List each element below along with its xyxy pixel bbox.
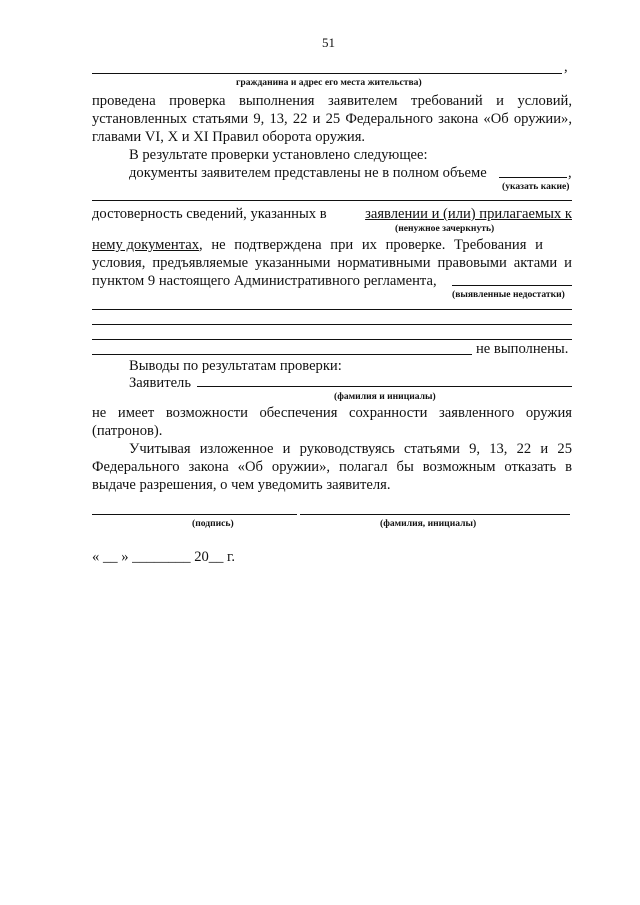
reliability-prefix: достоверность сведений, указанных в — [92, 206, 327, 222]
caption-surname-initials: (фамилия, инициалы) — [380, 518, 477, 529]
caption-strike-out: (ненужное зачеркнуть) — [395, 223, 495, 234]
defects-fill-line-2 — [92, 324, 572, 325]
date-line — [92, 548, 235, 566]
reliability-line1 — [92, 205, 572, 223]
reliability-line2-underlined: нему документах — [92, 237, 200, 253]
caption-signature: (подпись) — [192, 518, 234, 529]
defects-fill-line-1 — [92, 309, 572, 310]
para1-line1: проведена проверка выполнения заявителем требований и условий, — [92, 93, 572, 109]
docs-fill-line — [92, 200, 572, 201]
defects-underline — [452, 285, 572, 286]
caption-citizen-address: гражданина и адрес его места жительства) — [236, 77, 422, 88]
surname-underline — [300, 514, 570, 515]
date-blank-year: __ — [208, 549, 224, 565]
date-blank-month: ________ — [132, 549, 191, 565]
applicant-label: Заявитель — [129, 375, 191, 391]
citizen-underline — [92, 73, 562, 74]
docs-line: документы заявителем представлены не в полном объеме — [129, 165, 487, 181]
date-close-quote: » — [121, 549, 129, 565]
not-fulfilled: не выполнены. — [476, 341, 569, 357]
reliability-line3: условия, предъявляемые указанными нормативными правовыми актами и — [92, 255, 572, 271]
date-blank-day: __ — [102, 549, 118, 565]
para1-line2: установленных статьями 9, 13, 22 и 25 Федерального закона «Об оружии», — [92, 111, 572, 127]
signature-underline — [92, 514, 297, 515]
docs-comma: , — [568, 165, 572, 181]
para1-line3: главами VI, X и XI Правил оборота оружия. — [92, 129, 366, 145]
caption-name-initials: (фамилия и инициалы) — [334, 391, 436, 402]
refusal-line3: выдаче разрешения, о чем уведомить заявителя. — [92, 477, 391, 493]
page-number: 51 — [322, 35, 335, 50]
no-storage-line2: (патронов). — [92, 423, 163, 439]
no-storage-line1: не имеет возможности обеспечения сохранности заявленного оружия — [92, 405, 572, 421]
reliability-line2-rest: , не подтверждена при их проверке. Требования и — [199, 237, 543, 253]
date-open-quote: « — [92, 549, 100, 565]
caption-defects: (выявленные недостатки) — [452, 289, 565, 300]
applicant-underline — [197, 386, 572, 387]
defects-fill-line-4 — [92, 354, 472, 355]
reliability-line2 — [92, 236, 572, 254]
date-year-prefix: 20 — [194, 549, 209, 565]
refusal-line2: Федерального закона «Об оружии», полагал бы возможным отказать в — [92, 459, 572, 475]
caption-specify: (указать какие) — [502, 181, 570, 192]
refusal-line1: Учитывая изложенное и руководствуясь статьями 9, 13, 22 и 25 — [129, 441, 572, 457]
docs-underline — [499, 177, 567, 178]
result-intro: В результате проверки установлено следующее: — [129, 147, 428, 163]
reliability-line4: пунктом 9 настоящего Административного регламента, — [92, 273, 437, 289]
conclusions-intro: Выводы по результатам проверки: — [129, 358, 342, 374]
reliability-underlined: заявлении и (или) прилагаемых к — [365, 206, 572, 222]
date-year-suffix: г. — [227, 549, 236, 565]
citizen-trailing-comma: , — [564, 59, 568, 75]
